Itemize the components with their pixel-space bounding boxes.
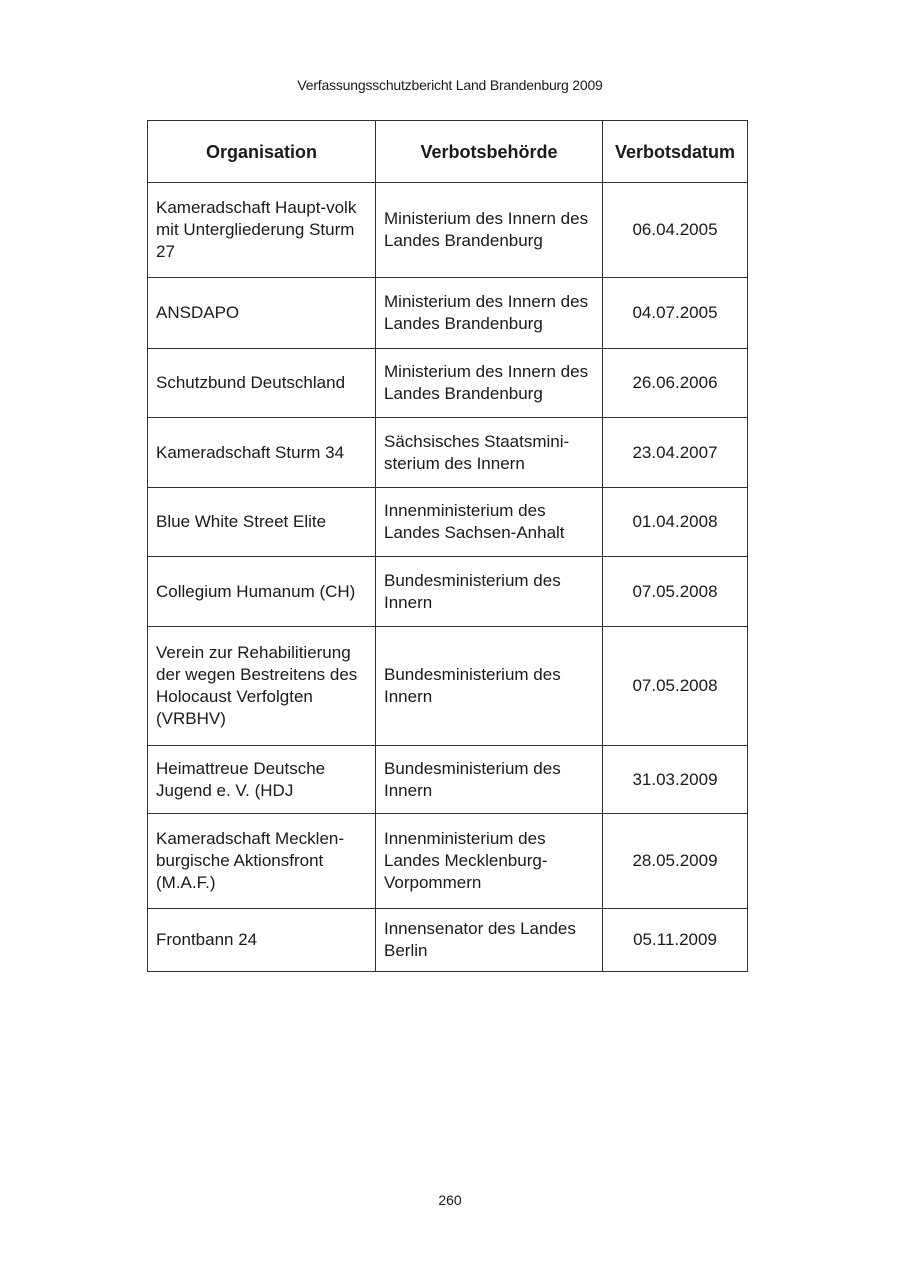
cell-date: 01.04.2008 xyxy=(603,488,748,557)
table-row xyxy=(148,278,748,349)
cell-date: 07.05.2008 xyxy=(603,557,748,627)
cell-organisation: Kameradschaft Mecklen-burgische Aktionsfront (M.A.F.) xyxy=(148,814,376,909)
cell-date: 06.04.2005 xyxy=(603,183,748,278)
cell-date: 31.03.2009 xyxy=(603,746,748,814)
cell-date: 05.11.2009 xyxy=(603,909,748,972)
cell-date: 28.05.2009 xyxy=(603,814,748,909)
table-row xyxy=(148,183,748,278)
cell-authority: Bundesministerium des Innern xyxy=(376,557,603,627)
column-header-verbotsdatum: Verbotsdatum xyxy=(603,121,748,183)
cell-date: 23.04.2007 xyxy=(603,418,748,488)
column-header-organisation: Organisation xyxy=(148,121,376,183)
table-row xyxy=(148,349,748,418)
cell-organisation: Blue White Street Elite xyxy=(148,488,376,557)
cell-authority: Bundesministerium des Innern xyxy=(376,627,603,746)
column-header-verbotsbehoerde: Verbotsbehörde xyxy=(376,121,603,183)
cell-authority: Innenministerium des Landes Sachsen-Anhalt xyxy=(376,488,603,557)
cell-authority: Sächsisches Staatsmini-sterium des Innern xyxy=(376,418,603,488)
cell-authority: Ministerium des Innern des Landes Brandenburg xyxy=(376,278,603,349)
cell-date: 07.05.2008 xyxy=(603,627,748,746)
cell-organisation: Kameradschaft Sturm 34 xyxy=(148,418,376,488)
cell-organisation: Verein zur Rehabilitierung der wegen Bestreitens des Holocaust Verfolgten (VRBHV) xyxy=(148,627,376,746)
cell-organisation: Kameradschaft Haupt-volk mit Untergliederung Sturm 27 xyxy=(148,183,376,278)
table-row xyxy=(148,814,748,909)
table-row xyxy=(148,557,748,627)
cell-authority: Innensenator des Landes Berlin xyxy=(376,909,603,972)
table-row xyxy=(148,418,748,488)
cell-authority: Ministerium des Innern des Landes Brandenburg xyxy=(376,349,603,418)
cell-organisation: Heimattreue Deutsche Jugend e. V. (HDJ xyxy=(148,746,376,814)
cell-date: 26.06.2006 xyxy=(603,349,748,418)
page-number: 260 xyxy=(438,1192,462,1208)
cell-organisation: Collegium Humanum (CH) xyxy=(148,557,376,627)
cell-date: 04.07.2005 xyxy=(603,278,748,349)
table-row xyxy=(148,627,748,746)
cell-authority: Innenministerium des Landes Mecklenburg-Vorpommern xyxy=(376,814,603,909)
table-row xyxy=(148,488,748,557)
cell-authority: Bundesministerium des Innern xyxy=(376,746,603,814)
running-header: Verfassungsschutzbericht Land Brandenburg 2009 xyxy=(297,77,603,93)
table-row xyxy=(148,909,748,972)
cell-organisation: Schutzbund Deutschland xyxy=(148,349,376,418)
cell-authority: Ministerium des Innern des Landes Brandenburg xyxy=(376,183,603,278)
cell-organisation: ANSDAPO xyxy=(148,278,376,349)
table-row xyxy=(148,746,748,814)
table-header-row xyxy=(148,121,748,183)
cell-organisation: Frontbann 24 xyxy=(148,909,376,972)
ban-table xyxy=(147,120,748,972)
